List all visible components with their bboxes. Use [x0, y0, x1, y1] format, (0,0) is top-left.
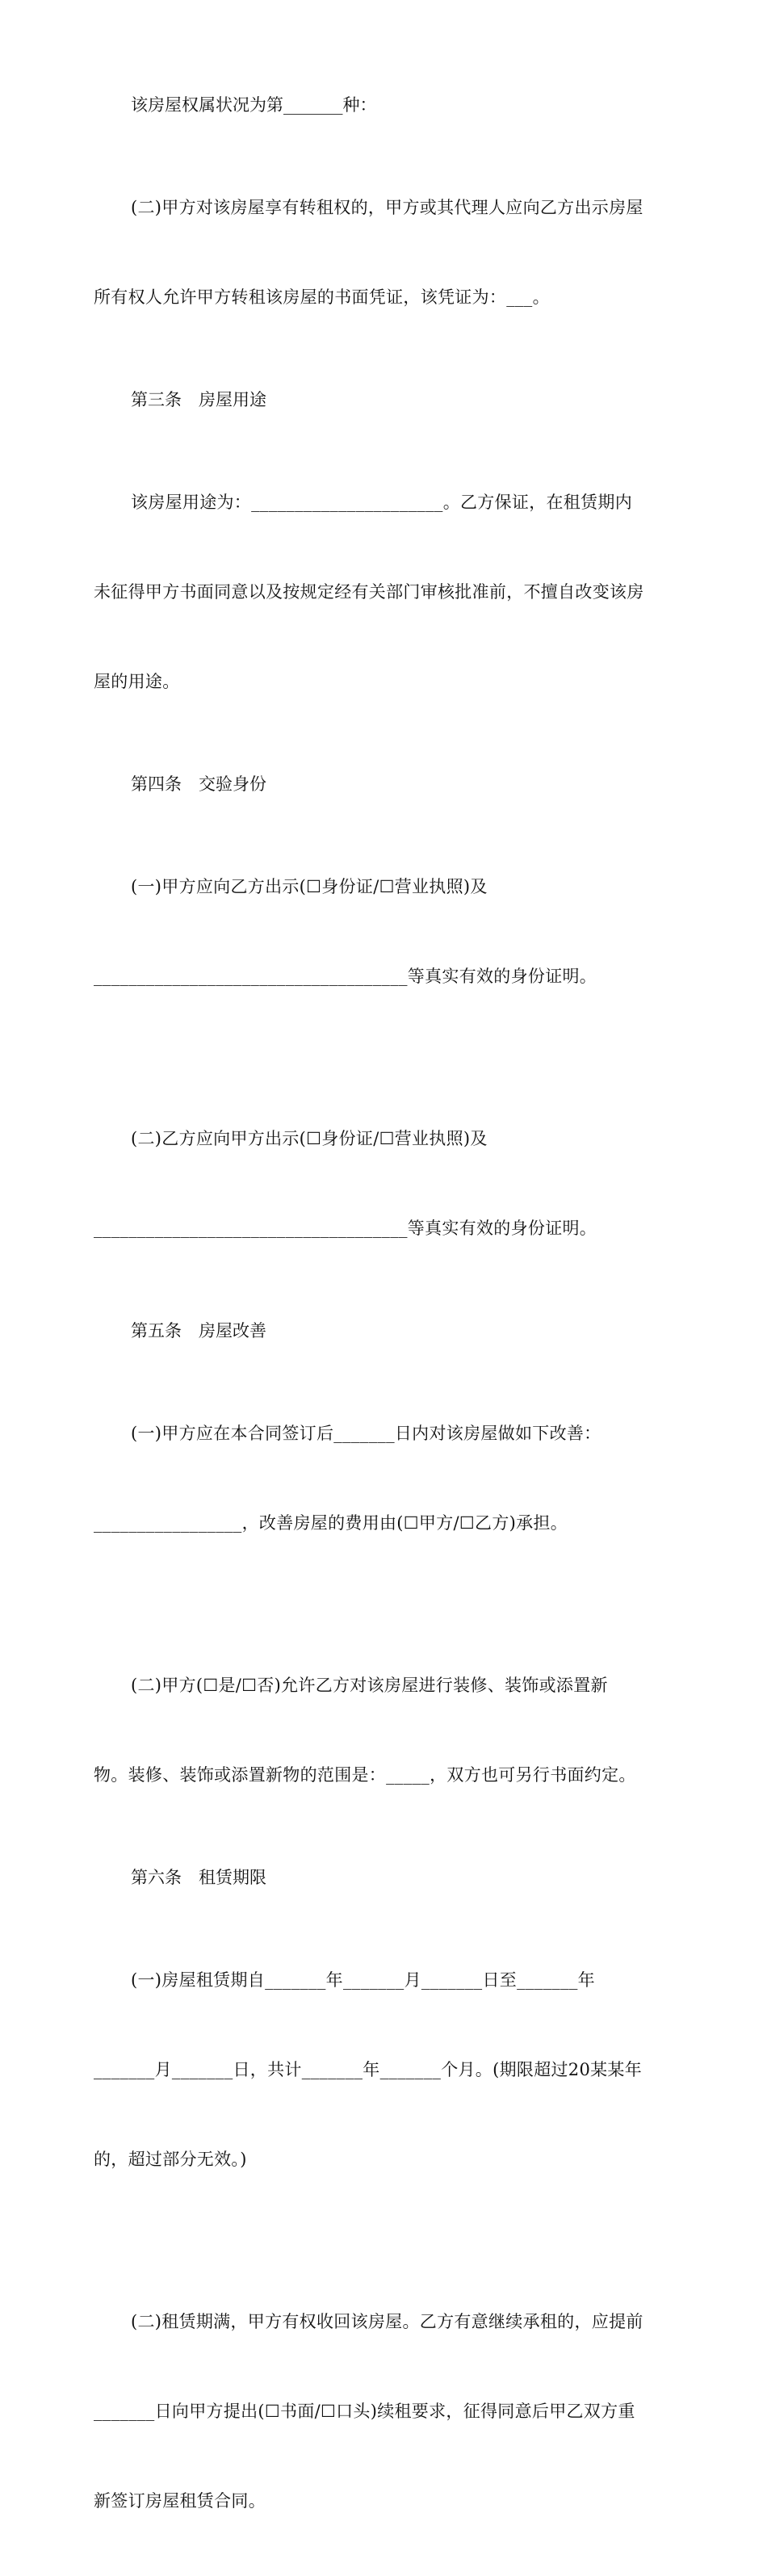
text-line: 该房屋用途为：______________________。乙方保证，在租赁期内	[131, 493, 632, 512]
party-a-identity-paragraph	[94, 812, 670, 1051]
text-line: _________________，改善房屋的费用由(☐甲方/☐乙方)承担。	[94, 1513, 568, 1533]
text-line: 未征得甲方书面同意以及按规定经有关部门审核批准前，不擅自改变该房	[94, 582, 644, 602]
improvement-paragraph	[94, 1359, 670, 1598]
ownership-type-line: 该房屋权属状况为第_______种：	[131, 95, 377, 115]
text-line: (二)甲方(☐是/☐否)允许乙方对该房屋进行装修、装饰或添置新	[131, 1676, 608, 1695]
text-line: (二)甲方对该房屋享有转租权的，甲方或其代理人应向乙方出示房屋	[131, 198, 643, 217]
party-b-identity-paragraph	[94, 1064, 670, 1303]
lease-renewal-paragraph	[94, 2247, 670, 2576]
text-line: 物。装修、装饰或添置新物的范围是：_____，双方也可另行书面约定。	[94, 1765, 636, 1785]
text-line: 新签订房屋租赁合同。	[94, 2491, 266, 2511]
text-line: _______日向甲方提出(☐书面/☐口头)续租要求，征得同意后甲乙双方重	[94, 2402, 635, 2421]
article-5-heading: 第五条 房屋改善	[131, 1321, 266, 1340]
lease-term-paragraph	[94, 1906, 670, 2234]
text-line: ____________________________________等真实有效的身份证明。	[94, 967, 597, 986]
text-line: 所有权人允许甲方转租该房屋的书面凭证，该凭证为：___。	[94, 287, 550, 307]
text-line: ____________________________________等真实有效的身份证明。	[94, 1219, 597, 1238]
decoration-paragraph	[94, 1611, 670, 1850]
text-line: 屋的用途。	[94, 672, 180, 691]
text-line: (二)乙方应向甲方出示(☐身份证/☐营业执照)及	[131, 1129, 488, 1148]
article-3-heading: 第三条 房屋用途	[131, 390, 266, 409]
text-line: (一)甲方应在本合同签订后_______日内对该房屋做如下改善：	[131, 1424, 601, 1443]
text-line: (一)甲方应向乙方出示(☐身份证/☐营业执照)及	[131, 877, 488, 896]
text-line: (一)房屋租赁期自_______年_______月_______日至_______年	[131, 1970, 595, 1990]
article-6-heading: 第六条 租赁期限	[131, 1868, 266, 1887]
usage-paragraph	[94, 428, 670, 757]
text-line: 的，超过部分无效。)	[94, 2150, 247, 2169]
sublease-paragraph	[94, 133, 670, 372]
text-line: _______月_______日，共计_______年_______个月。(期限超过20某某年	[94, 2060, 643, 2079]
text-line: (二)租赁期满，甲方有权收回该房屋。乙方有意继续承租的，应提前	[131, 2312, 643, 2331]
article-4-heading: 第四条 交验身份	[131, 774, 266, 794]
